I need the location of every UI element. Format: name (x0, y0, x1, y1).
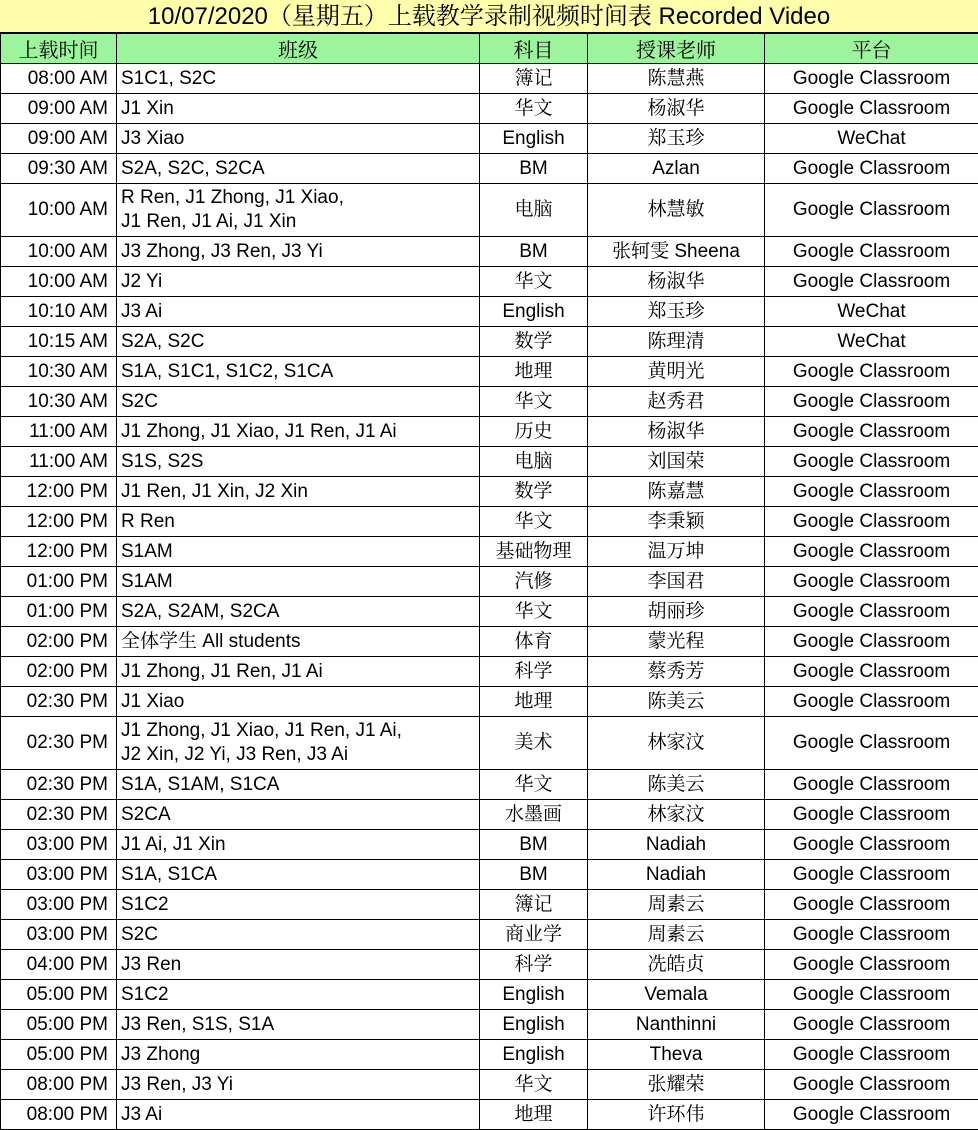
table-row (1, 477, 978, 507)
platform-cell: Google Classroom (765, 657, 978, 687)
platform-cell: Google Classroom (765, 447, 978, 477)
table-row (1, 597, 978, 627)
table-row (1, 657, 978, 687)
class-cell: R Ren, J1 Zhong, J1 Xiao, J1 Ren, J1 Ai, J1 Xin (117, 184, 480, 237)
subject-cell: 科学 (480, 950, 588, 980)
teacher-cell: 黄明光 (588, 357, 765, 387)
upload-time-cell: 10:10 AM (1, 297, 117, 327)
subject-cell: 华文 (480, 1070, 588, 1100)
platform-cell: Google Classroom (765, 950, 978, 980)
teacher-cell: Azlan (588, 154, 765, 184)
class-cell: J2 Yi (117, 267, 480, 297)
class-cell: J3 Ren, S1S, S1A (117, 1010, 480, 1040)
class-cell: R Ren (117, 507, 480, 537)
upload-time-cell: 12:00 PM (1, 507, 117, 537)
class-cell: S1AM (117, 537, 480, 567)
subject-cell: English (480, 980, 588, 1010)
subject-cell: BM (480, 237, 588, 267)
teacher-cell: 周素云 (588, 920, 765, 950)
upload-time-cell: 08:00 AM (1, 64, 117, 94)
teacher-cell: 赵秀君 (588, 387, 765, 417)
platform-cell: Google Classroom (765, 1010, 978, 1040)
platform-cell: Google Classroom (765, 357, 978, 387)
header-row (1, 34, 978, 64)
platform-cell: Google Classroom (765, 860, 978, 890)
subject-cell: 水墨画 (480, 800, 588, 830)
table-row (1, 154, 978, 184)
class-cell: S1AM (117, 567, 480, 597)
platform-cell: Google Classroom (765, 237, 978, 267)
platform-cell: Google Classroom (765, 417, 978, 447)
class-cell: S2A, S2C, S2CA (117, 154, 480, 184)
upload-time-cell: 02:30 PM (1, 717, 117, 770)
teacher-cell: Nadiah (588, 860, 765, 890)
subject-cell: 美术 (480, 717, 588, 770)
table-row (1, 627, 978, 657)
column-header-subject: 科目 (480, 34, 588, 64)
platform-cell: Google Classroom (765, 267, 978, 297)
teacher-cell: 周素云 (588, 890, 765, 920)
upload-time-cell: 09:00 AM (1, 94, 117, 124)
class-cell: S1A, S1CA (117, 860, 480, 890)
class-cell: S2CA (117, 800, 480, 830)
subject-cell: 电脑 (480, 447, 588, 477)
column-header-platform: 平台 (765, 34, 978, 64)
platform-cell: Google Classroom (765, 537, 978, 567)
platform-cell: Google Classroom (765, 920, 978, 950)
upload-time-cell: 05:00 PM (1, 1010, 117, 1040)
subject-cell: 商业学 (480, 920, 588, 950)
platform-cell: Google Classroom (765, 1040, 978, 1070)
teacher-cell: Nadiah (588, 830, 765, 860)
platform-cell: Google Classroom (765, 770, 978, 800)
upload-time-cell: 05:00 PM (1, 1040, 117, 1070)
upload-time-cell: 02:00 PM (1, 627, 117, 657)
table-row (1, 1100, 978, 1130)
teacher-cell: 蔡秀芳 (588, 657, 765, 687)
platform-cell: Google Classroom (765, 687, 978, 717)
class-cell: 全体学生 All students (117, 627, 480, 657)
platform-cell: Google Classroom (765, 980, 978, 1010)
teacher-cell: 林家汶 (588, 800, 765, 830)
table-row (1, 920, 978, 950)
teacher-cell: 张轲雯 Sheena (588, 237, 765, 267)
subject-cell: 历史 (480, 417, 588, 447)
teacher-cell: Nanthinni (588, 1010, 765, 1040)
class-cell: J3 Xiao (117, 124, 480, 154)
table-row (1, 717, 978, 770)
upload-time-cell: 10:15 AM (1, 327, 117, 357)
table-row (1, 980, 978, 1010)
class-cell: J3 Ren, J3 Yi (117, 1070, 480, 1100)
upload-time-cell: 08:00 PM (1, 1070, 117, 1100)
table-row (1, 687, 978, 717)
table-row (1, 417, 978, 447)
subject-cell: 数学 (480, 477, 588, 507)
teacher-cell: 陈嘉慧 (588, 477, 765, 507)
platform-cell: Google Classroom (765, 800, 978, 830)
column-header-teacher: 授课老师 (588, 34, 765, 64)
upload-time-cell: 08:00 PM (1, 1100, 117, 1130)
table-row (1, 184, 978, 237)
platform-cell: Google Classroom (765, 597, 978, 627)
table-row (1, 800, 978, 830)
class-cell: S2A, S2C (117, 327, 480, 357)
teacher-cell: 林家汶 (588, 717, 765, 770)
page-title: 10/07/2020（星期五）上载教学录制视频时间表 Recorded Video (0, 0, 978, 33)
class-cell: J3 Zhong, J3 Ren, J3 Yi (117, 237, 480, 267)
class-cell: J1 Xiao (117, 687, 480, 717)
platform-cell: Google Classroom (765, 830, 978, 860)
upload-time-cell: 11:00 AM (1, 417, 117, 447)
class-cell: J3 Ren (117, 950, 480, 980)
upload-time-cell: 03:00 PM (1, 830, 117, 860)
subject-cell: English (480, 124, 588, 154)
class-cell: J1 Xin (117, 94, 480, 124)
table-row (1, 267, 978, 297)
platform-cell: WeChat (765, 124, 978, 154)
table-row (1, 327, 978, 357)
subject-cell: 电脑 (480, 184, 588, 237)
table-row (1, 387, 978, 417)
upload-time-cell: 10:30 AM (1, 387, 117, 417)
upload-time-cell: 05:00 PM (1, 980, 117, 1010)
class-cell: S1C2 (117, 980, 480, 1010)
platform-cell: Google Classroom (765, 627, 978, 657)
class-cell: J3 Ai (117, 297, 480, 327)
table-row (1, 1040, 978, 1070)
class-cell: S2C (117, 387, 480, 417)
class-cell: J1 Ai, J1 Xin (117, 830, 480, 860)
class-cell: S1A, S1AM, S1CA (117, 770, 480, 800)
class-cell: S2A, S2AM, S2CA (117, 597, 480, 627)
class-cell: J1 Zhong, J1 Xiao, J1 Ren, J1 Ai, J2 Xin, J2 Yi, J3 Ren, J3 Ai (117, 717, 480, 770)
class-cell: S1A, S1C1, S1C2, S1CA (117, 357, 480, 387)
class-cell: J1 Zhong, J1 Xiao, J1 Ren, J1 Ai (117, 417, 480, 447)
upload-time-cell: 01:00 PM (1, 597, 117, 627)
subject-cell: 华文 (480, 597, 588, 627)
upload-time-cell: 03:00 PM (1, 860, 117, 890)
subject-cell: 数学 (480, 327, 588, 357)
subject-cell: 华文 (480, 387, 588, 417)
upload-time-cell: 09:30 AM (1, 154, 117, 184)
table-row (1, 447, 978, 477)
subject-cell: 汽修 (480, 567, 588, 597)
platform-cell: Google Classroom (765, 1070, 978, 1100)
subject-cell: 华文 (480, 507, 588, 537)
upload-time-cell: 02:00 PM (1, 657, 117, 687)
schedule-rows (1, 64, 978, 1130)
platform-cell: Google Classroom (765, 567, 978, 597)
table-row (1, 124, 978, 154)
platform-cell: Google Classroom (765, 717, 978, 770)
teacher-cell: 郑玉珍 (588, 297, 765, 327)
teacher-cell: 陈美云 (588, 770, 765, 800)
upload-time-cell: 12:00 PM (1, 537, 117, 567)
teacher-cell: 杨淑华 (588, 417, 765, 447)
upload-time-cell: 10:00 AM (1, 237, 117, 267)
table-row (1, 237, 978, 267)
platform-cell: WeChat (765, 327, 978, 357)
upload-time-cell: 10:00 AM (1, 267, 117, 297)
upload-time-cell: 11:00 AM (1, 447, 117, 477)
table-row (1, 1010, 978, 1040)
class-cell: S1C1, S2C (117, 64, 480, 94)
class-cell: J1 Ren, J1 Xin, J2 Xin (117, 477, 480, 507)
platform-cell: Google Classroom (765, 94, 978, 124)
teacher-cell: 李国君 (588, 567, 765, 597)
teacher-cell: 胡丽珍 (588, 597, 765, 627)
platform-cell: Google Classroom (765, 1100, 978, 1130)
column-header-time: 上载时间 (1, 34, 117, 64)
table-row (1, 567, 978, 597)
subject-cell: BM (480, 154, 588, 184)
teacher-cell: 刘国荣 (588, 447, 765, 477)
subject-cell: 地理 (480, 357, 588, 387)
subject-cell: 基础物理 (480, 537, 588, 567)
table-row (1, 537, 978, 567)
teacher-cell: 杨淑华 (588, 267, 765, 297)
platform-cell: Google Classroom (765, 184, 978, 237)
upload-time-cell: 12:00 PM (1, 477, 117, 507)
platform-cell: Google Classroom (765, 154, 978, 184)
subject-cell: 华文 (480, 770, 588, 800)
table-row (1, 830, 978, 860)
table-row (1, 1070, 978, 1100)
platform-cell: Google Classroom (765, 507, 978, 537)
teacher-cell: Theva (588, 1040, 765, 1070)
table-row (1, 890, 978, 920)
table-row (1, 950, 978, 980)
teacher-cell: 温万坤 (588, 537, 765, 567)
teacher-cell: 张耀荣 (588, 1070, 765, 1100)
teacher-cell: 蒙光程 (588, 627, 765, 657)
teacher-cell: 郑玉珍 (588, 124, 765, 154)
upload-time-cell: 09:00 AM (1, 124, 117, 154)
class-cell: J3 Zhong (117, 1040, 480, 1070)
platform-cell: Google Classroom (765, 64, 978, 94)
teacher-cell: 李秉颖 (588, 507, 765, 537)
table-row (1, 770, 978, 800)
class-cell: S2C (117, 920, 480, 950)
teacher-cell: 陈理清 (588, 327, 765, 357)
table-row (1, 94, 978, 124)
subject-cell: English (480, 1040, 588, 1070)
platform-cell: Google Classroom (765, 387, 978, 417)
platform-cell: Google Classroom (765, 477, 978, 507)
subject-cell: English (480, 297, 588, 327)
teacher-cell: 陈美云 (588, 687, 765, 717)
subject-cell: 华文 (480, 267, 588, 297)
upload-time-cell: 10:30 AM (1, 357, 117, 387)
subject-cell: 地理 (480, 687, 588, 717)
table-row (1, 357, 978, 387)
teacher-cell: Vemala (588, 980, 765, 1010)
table-row (1, 860, 978, 890)
table-row (1, 507, 978, 537)
subject-cell: 科学 (480, 657, 588, 687)
subject-cell: 体育 (480, 627, 588, 657)
upload-time-cell: 02:30 PM (1, 687, 117, 717)
platform-cell: WeChat (765, 297, 978, 327)
teacher-cell: 许环伟 (588, 1100, 765, 1130)
class-cell: J1 Zhong, J1 Ren, J1 Ai (117, 657, 480, 687)
teacher-cell: 杨淑华 (588, 94, 765, 124)
platform-cell: Google Classroom (765, 890, 978, 920)
table-row (1, 297, 978, 327)
subject-cell: BM (480, 830, 588, 860)
subject-cell: 华文 (480, 94, 588, 124)
subject-cell: English (480, 1010, 588, 1040)
schedule-table (0, 33, 978, 1130)
upload-time-cell: 04:00 PM (1, 950, 117, 980)
teacher-cell: 陈慧燕 (588, 64, 765, 94)
teacher-cell: 冼皓贞 (588, 950, 765, 980)
subject-cell: 地理 (480, 1100, 588, 1130)
upload-time-cell: 01:00 PM (1, 567, 117, 597)
upload-time-cell: 10:00 AM (1, 184, 117, 237)
class-cell: S1S, S2S (117, 447, 480, 477)
subject-cell: BM (480, 860, 588, 890)
upload-time-cell: 02:30 PM (1, 800, 117, 830)
teacher-cell: 林慧敏 (588, 184, 765, 237)
subject-cell: 簿记 (480, 890, 588, 920)
class-cell: S1C2 (117, 890, 480, 920)
subject-cell: 簿记 (480, 64, 588, 94)
table-row (1, 64, 978, 94)
column-header-class: 班级 (117, 34, 480, 64)
upload-time-cell: 02:30 PM (1, 770, 117, 800)
upload-time-cell: 03:00 PM (1, 920, 117, 950)
class-cell: J3 Ai (117, 1100, 480, 1130)
upload-time-cell: 03:00 PM (1, 890, 117, 920)
